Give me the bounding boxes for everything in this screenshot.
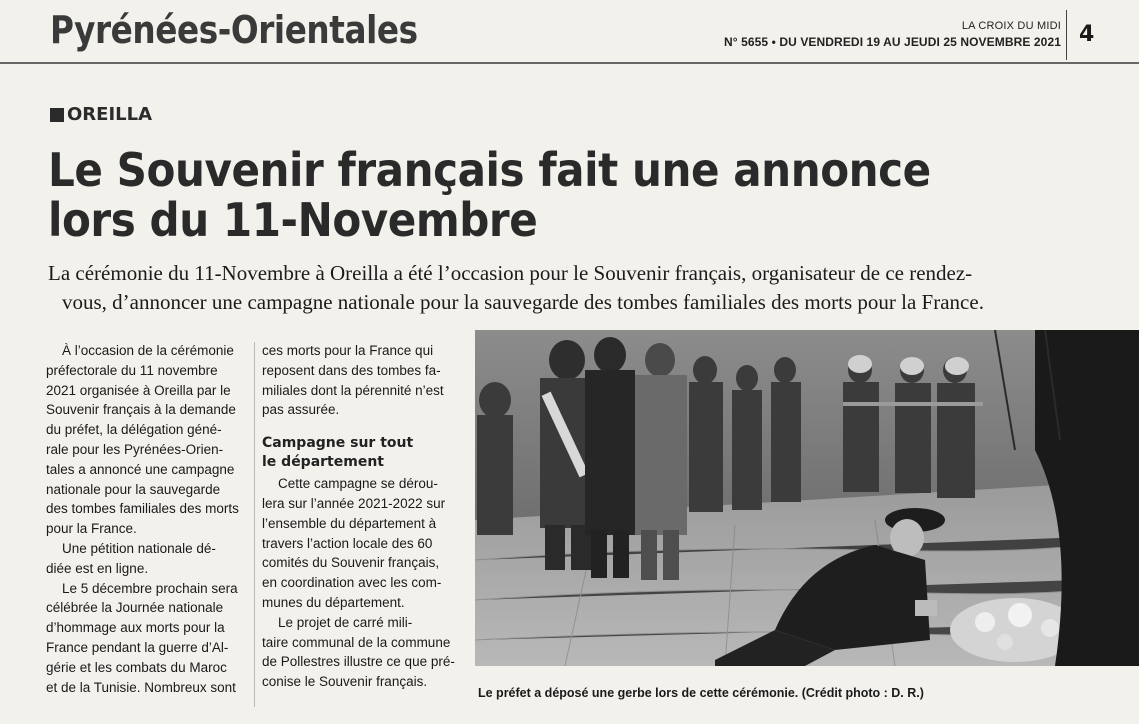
newspaper-name: LA CROIX DU MIDI xyxy=(961,20,1061,32)
body-line: travers l’action locale des 60 xyxy=(262,535,433,551)
body-line: lera sur l’année 2021-2022 sur xyxy=(262,495,446,511)
body-line: ces morts pour la France qui xyxy=(262,343,434,358)
column-divider xyxy=(254,342,255,707)
subheading-line: le département xyxy=(262,454,384,471)
body-line: nationale pour la sauvegarde xyxy=(46,481,221,497)
header-divider xyxy=(1066,10,1067,60)
body-line: Le projet de carré mili- xyxy=(278,614,413,630)
headline xyxy=(48,145,1139,245)
headline-line: Le Souvenir français fait une annonce xyxy=(48,143,931,197)
body-line: préfectorale du 11 novembre xyxy=(46,362,218,378)
body-line: comités du Souvenir français, xyxy=(262,555,440,571)
body-line: des tombes familiales des morts xyxy=(46,501,239,517)
standfirst-line: La cérémonie du 11-Novembre à Oreilla a été l’occasion pour le Souvenir français, organisateur de ce rendez- xyxy=(48,261,973,285)
body-line: Souvenir français à la demande xyxy=(46,402,236,418)
body-line: l’ensemble du département à xyxy=(262,515,437,531)
body-line: 2021 organisée à Oreilla par le xyxy=(46,382,231,398)
subheading-line: Campagne sur tout xyxy=(262,435,414,452)
body-line: conise le Souvenir français. xyxy=(262,674,428,690)
masthead xyxy=(724,20,1061,49)
body-line: en coordination avec les com- xyxy=(262,575,442,591)
location-kicker xyxy=(50,104,152,125)
body-line: de Pollestres illustre ce que pré- xyxy=(262,654,455,670)
body-line: tales a annoncé une campagne xyxy=(46,461,235,477)
photo-caption: Le préfet a déposé une gerbe lors de cette cérémonie. (Crédit photo : D. R.) xyxy=(478,686,924,700)
body-column-2 xyxy=(262,341,462,692)
edition-line: N° 5655 • DU VENDREDI 19 AU JEUDI 25 NOVEMBRE 2021 xyxy=(723,35,1061,49)
body-line: À l’occasion de la cérémonie xyxy=(62,343,234,358)
body-line: rale pour les Pyrénées-Orien- xyxy=(46,441,224,457)
ceremony-photo-illustration xyxy=(475,330,1139,666)
headline-line: lors du 11-Novembre xyxy=(48,193,538,247)
body-line: reposent dans des tombes fa- xyxy=(262,362,441,378)
body-line: du préfet, la délégation géné- xyxy=(46,422,222,438)
body-line: et de la Tunisie. Nombreux sont xyxy=(46,679,236,695)
kicker-label: OREILLA xyxy=(67,104,153,125)
kicker-square-icon xyxy=(50,108,64,122)
body-line: diée est en ligne. xyxy=(46,560,149,576)
ceremony-photo xyxy=(475,330,1139,666)
body-line: Le 5 décembre prochain sera xyxy=(62,580,238,596)
standfirst xyxy=(48,259,1139,317)
body-line: pour la France. xyxy=(46,521,137,537)
body-line: gérie et les combats du Maroc xyxy=(46,659,227,675)
subheading xyxy=(262,434,462,472)
page-number: 4 xyxy=(1079,22,1095,47)
body-column-1 xyxy=(46,341,246,697)
body-line: taire communal de la commune xyxy=(262,634,451,650)
section-title: Pyrénées-Orientales xyxy=(50,8,418,52)
body-line: munes du département. xyxy=(262,594,405,610)
body-line: Cette campagne se dérou- xyxy=(278,476,438,492)
body-line: pas assurée. xyxy=(262,402,340,418)
body-line: miliales dont la pérennité n’est xyxy=(262,382,444,398)
body-line: Une pétition nationale dé- xyxy=(62,540,216,556)
body-line: célébrée la Journée nationale xyxy=(46,600,224,616)
body-line: France pendant la guerre d’Al- xyxy=(46,639,229,655)
standfirst-line: vous, d’annoncer une campagne nationale pour la sauvegarde des tombes familiales des morts pour la France. xyxy=(62,290,984,314)
header-rule xyxy=(0,62,1139,64)
body-line: d’hommage aux morts pour la xyxy=(46,620,225,636)
